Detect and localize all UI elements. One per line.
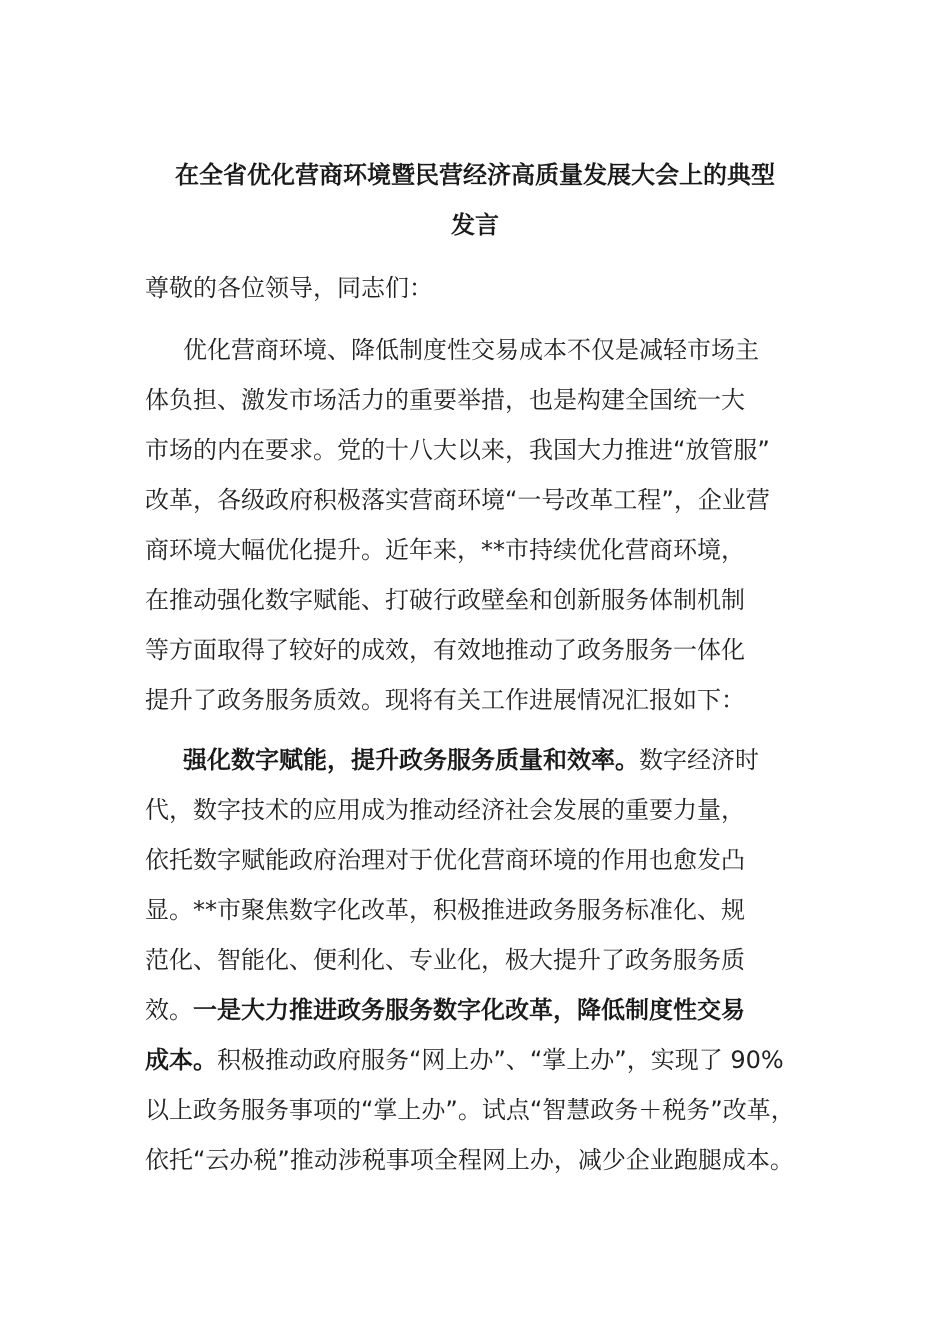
document-title-line-1: 在全省优化营商环境暨民营经济高质量发展大会上的典型 (175, 161, 775, 189)
paragraph-1-line-8: 提升了政务服务质效。现将有关工作进展情况汇报如下： (145, 686, 745, 714)
paragraph-1-line-1: 优化营商环境、降低制度性交易成本不仅是减轻市场主 (183, 336, 759, 364)
section-heading: 强化数字赋能，提升政务服务质量和效率。 (183, 746, 639, 774)
paragraph-2-line-6-text: 效。 (145, 996, 193, 1024)
paragraph-1-line-2: 体负担、激发市场活力的重要举措，也是构建全国统一大 (145, 386, 745, 414)
salutation: 尊敬的各位领导，同志们： (145, 274, 433, 302)
paragraph-1-line-7: 等方面取得了较好的成效，有效地推动了政务服务一体化 (145, 636, 745, 664)
paragraph-2-line-8: 以上政务服务事项的“掌上办”。试点“智慧政务＋税务”改革， (145, 1096, 795, 1124)
paragraph-1-line-5: 商环境大幅优化提升。近年来，**市持续优化营商环境， (145, 536, 745, 564)
paragraph-2-line-7 (145, 1044, 784, 1076)
paragraph-2-line-1 (183, 744, 759, 776)
paragraph-2-line-9: 依托“云办税”推动涉税事项全程网上办，减少企业跑腿成本。 (145, 1146, 794, 1174)
paragraph-1-line-3: 市场的内在要求。党的十八大以来，我国大力推进“放管服” (145, 436, 770, 464)
document-title-line-2: 发言 (451, 211, 499, 239)
paragraph-2-line-7-text: 积极推动政府服务“网上办”、“掌上办”，实现了 90% (217, 1046, 784, 1074)
subheading-part-2: 成本。 (145, 1046, 217, 1074)
paragraph-2-line-6 (145, 994, 745, 1026)
paragraph-2-line-4: 显。**市聚焦数字化改革，积极推进政务服务标准化、规 (145, 896, 745, 924)
paragraph-2-line-5: 范化、智能化、便利化、专业化，极大提升了政务服务质 (145, 946, 745, 974)
subheading-part-1: 一是大力推进政务服务数字化改革，降低制度性交易 (193, 996, 745, 1024)
paragraph-1-line-6: 在推动强化数字赋能、打破行政壁垒和创新服务体制机制 (145, 586, 745, 614)
paragraph-2-line-1-text: 数字经济时 (639, 746, 759, 774)
paragraph-1-line-4: 改革，各级政府积极落实营商环境“一号改革工程”，企业营 (145, 486, 770, 514)
paragraph-2-line-3: 依托数字赋能政府治理对于优化营商环境的作用也愈发凸 (145, 846, 745, 874)
paragraph-2-line-2: 代，数字技术的应用成为推动经济社会发展的重要力量， (145, 796, 745, 824)
